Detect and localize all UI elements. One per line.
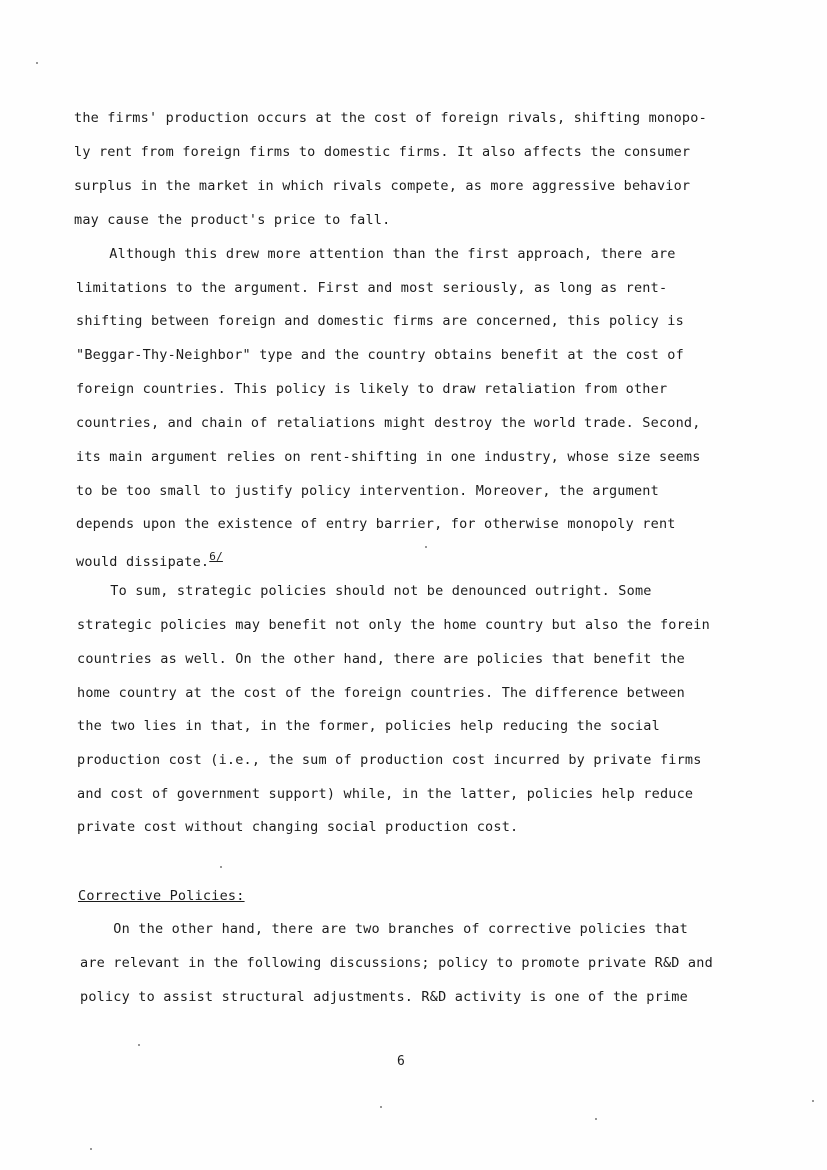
para1-line-3: surplus in the market in which rivals compete, as more aggressive behavior [74,178,691,194]
para2-line-9: depends upon the existence of entry barrier, for otherwise monopoly rent [76,516,676,532]
para2-line-4: "Beggar-Thy-Neighbor" type and the country obtains benefit at the cost of [76,347,684,363]
scan-speck [90,1148,92,1150]
para2-line-6: countries, and chain of retaliations might destroy the world trade. Second, [76,415,701,431]
para4-line-1: On the other hand, there are two branches of corrective policies that [80,921,688,937]
para4-line-3: policy to assist structural adjustments. R&D activity is one of the prime [80,989,688,1005]
para2-line-3: shifting between foreign and domestic firms are concerned, this policy is [76,313,684,329]
section-heading: Corrective Policies: [78,888,245,904]
scan-speck [380,1106,382,1108]
para2-line-2: limitations to the argument. First and most seriously, as long as rent- [76,280,668,296]
para2-line-5: foreign countries. This policy is likely to draw retaliation from other [76,381,668,397]
para3-line-2: strategic policies may benefit not only the home country but also the forein [77,617,710,633]
para1-line-4: may cause the product's price to fall. [74,212,391,228]
para3-line-8: private cost without changing social production cost. [77,819,519,835]
para4-line-2: are relevant in the following discussions; policy to promote private R&D and [80,955,713,971]
scan-speck [812,1100,814,1102]
scan-speck [138,1044,140,1046]
para3-line-4: home country at the cost of the foreign countries. The difference between [77,685,685,701]
para3-line-7: and cost of government support) while, in the latter, policies help reduce [77,786,694,802]
para3-line-1: To sum, strategic policies should not be denounced outright. Some [77,583,652,599]
scan-speck [595,1118,597,1120]
scan-speck [220,866,222,868]
scan-speck [36,62,38,64]
para2-line-7: its main argument relies on rent-shifting in one industry, whose size seems [76,449,701,465]
para2-line-8: to be too small to justify policy intervention. Moreover, the argument [76,483,659,499]
para2-line-10-text: would dissipate. [76,554,210,570]
para1-line-1: the firms' production occurs at the cost of foreign rivals, shifting monopo- [74,110,707,126]
page-number: 6 [397,1054,406,1069]
para3-line-3: countries as well. On the other hand, there are policies that benefit the [77,651,685,667]
para3-line-6: production cost (i.e., the sum of production cost incurred by private firms [77,752,702,768]
para1-line-2: ly rent from foreign firms to domestic firms. It also affects the consumer [74,144,691,160]
para2-line-10 [76,550,223,570]
para2-line-1: Although this drew more attention than the first approach, there are [76,246,676,262]
scan-speck [425,546,427,548]
footnote-reference: 6/ [209,550,223,563]
para3-line-5: the two lies in that, in the former, policies help reducing the social [77,718,660,734]
